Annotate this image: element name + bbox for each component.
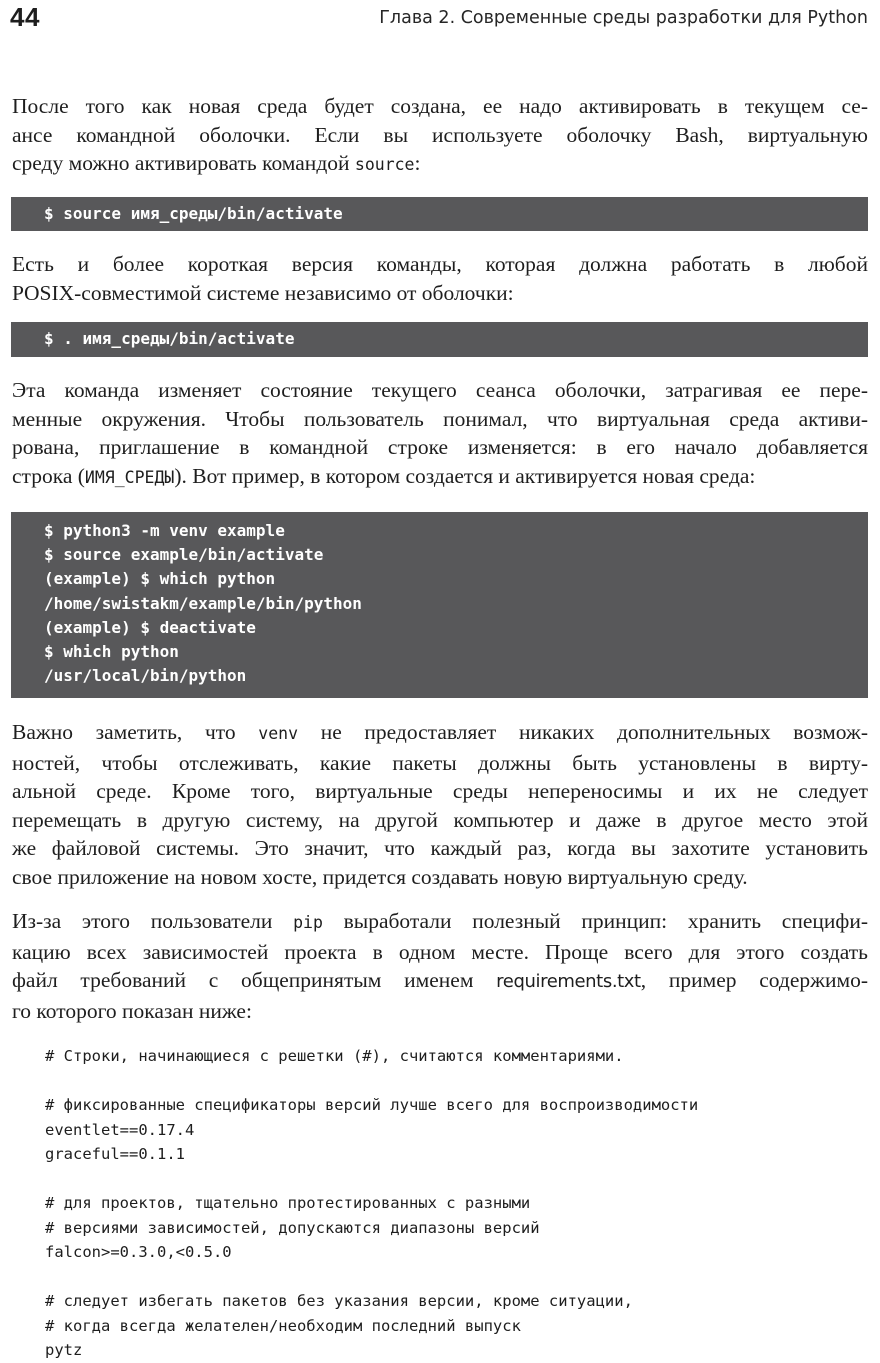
text-line: кацию всех зависимостей проекта в одном месте. Проще всего для этого создать [12, 939, 868, 964]
code-line: $ python3 -m venv example [44, 521, 285, 540]
text-fragment: ). Вот пример, в котором создается и активируется новая среда: [174, 463, 756, 488]
code-line: # для проектов, тщательно протестированных с разными [45, 1194, 531, 1212]
text-line: Есть и более короткая версия команды, которая должна работать в любой [12, 252, 868, 276]
text-line: свое приложение на новом хосте, придется создавать новую виртуальную среду. [12, 864, 748, 889]
text-fragment: Из-за этого пользователи [12, 909, 294, 933]
code-line: /usr/local/bin/python [44, 666, 247, 686]
inline-code: ИМЯ_СРЕДЫ [84, 467, 175, 487]
code-line: /home/swistakm/example/bin/python [44, 593, 362, 613]
text-line [12, 462, 868, 493]
code-block-venv-example [11, 512, 868, 698]
text-line: же файловой системы. Это значит, что каждый раз, когда вы захотите установить [12, 836, 868, 860]
text-line: Эта команда изменяет состояние текущего сеанса оболочки, затрагивая ее пере- [12, 378, 868, 402]
paragraph-venv-limitations [12, 718, 868, 891]
code-block-source-activate [11, 197, 868, 231]
text-fragment: строка ( [12, 463, 85, 488]
code-line: pytz [45, 1341, 83, 1359]
running-header: Глава 2. Современные среды разработки для Python [379, 8, 868, 28]
code-line [45, 1167, 698, 1192]
code-line [45, 1265, 698, 1290]
paragraph-requirements [12, 907, 868, 1025]
text-line [12, 149, 868, 180]
text-fragment: Важно заметить, что [12, 720, 259, 744]
paragraph-activate-intro [12, 92, 868, 180]
code-line: (example) $ which python [44, 569, 276, 589]
page-number: 44 [10, 2, 40, 32]
code-line: # следует избегать пакетов без указания версии, кроме ситуации, [45, 1292, 633, 1310]
code-line: $ source example/bin/activate [44, 545, 324, 565]
text-fragment: файл требований с общепринятым именем [12, 968, 497, 992]
code-line: eventlet==0.17.4 [45, 1120, 195, 1139]
inline-code: pip [293, 913, 323, 932]
code-line: $ source имя_среды/bin/activate [44, 204, 343, 223]
requirements-listing [45, 1044, 698, 1363]
code-line: $ which python [44, 642, 179, 662]
text-line [12, 907, 868, 938]
text-fragment: среду можно активировать командой [12, 151, 355, 175]
text-fragment: , пример содержимо- [640, 968, 868, 992]
code-line: # когда всегда желателен/необходим последний выпуск [45, 1316, 521, 1335]
paragraph-short-version [12, 250, 868, 307]
code-line: # версиями зависимостей, допускаются диапазоны версий [45, 1218, 540, 1237]
code-line: (example) $ deactivate [44, 617, 256, 637]
code-line: falcon>=0.3.0,<0.5.0 [45, 1243, 232, 1261]
text-line: После того как новая среда будет создана, ее надо активировать в текущем се- [12, 94, 868, 118]
text-line: ностей, чтобы отслеживать, какие пакеты должны быть установлены в вирту- [12, 750, 868, 775]
code-line: # Строки, начинающиеся с решетки (#), считаются комментариями. [45, 1047, 624, 1065]
text-line: альной среде. Кроме того, виртуальные среды непереносимы и их не следует [12, 779, 868, 803]
text-line: перемещать в другую систему, на другой компьютер и даже в другое место этой [12, 807, 868, 832]
paragraph-prompt-change [12, 376, 868, 492]
text-line: POSIX-совместимой системе независимо от оболочки: [12, 280, 514, 305]
text-fragment: выработали полезный принцип: хранить специфи- [322, 909, 868, 933]
text-line [12, 966, 868, 997]
text-fragment: не предоставляет никаких дополнительных возмож- [298, 720, 868, 744]
text-line: го которого показан ниже: [12, 998, 252, 1023]
text-line: рована, приглашение в командной строке изменяется: в его начало добавляется [12, 435, 868, 459]
text-fragment: : [414, 151, 421, 175]
inline-code: venv [258, 724, 299, 743]
code-line: graceful==0.1.1 [45, 1145, 185, 1163]
code-line: $ . имя_среды/bin/activate [44, 329, 295, 348]
filename-text: requirements.txt [496, 971, 641, 992]
code-line: # фиксированные спецификаторы версий лучше всего для воспроизводимости [45, 1096, 699, 1114]
text-line: ансе командной оболочки. Если вы используете оболочку Bash, виртуальную [12, 122, 868, 147]
text-line [12, 718, 868, 749]
text-line: менные окружения. Чтобы пользователь понимал, что виртуальная среда активи- [12, 406, 868, 431]
code-line [45, 1069, 698, 1094]
code-block-dot-activate [11, 322, 868, 357]
inline-code: source [354, 155, 415, 174]
